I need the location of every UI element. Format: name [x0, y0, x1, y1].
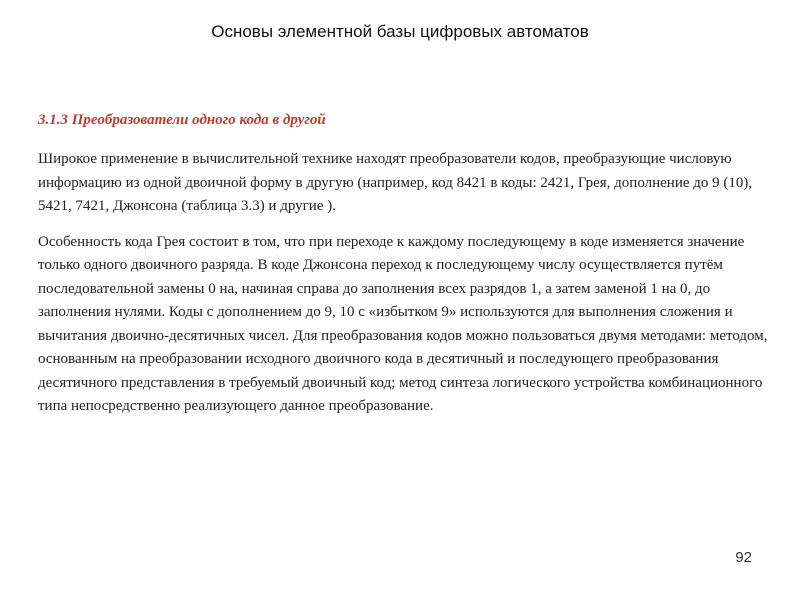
- body-text: [38, 148, 778, 431]
- page-number: 92: [735, 549, 752, 566]
- paragraph-details: Особенность кода Грея состоит в том, что при переходе к каждому последующему в коде изменяется значение только одного двоичного разряда. В коде Джонсона переход к последующему числу осуществляется путём последовательной замены 0 на, начиная справа до заполнения всех разрядов 1, а затем заменой 1 на 0, до заполнения нулями. Коды с дополнением до 9, 10 с «избытком 9» используются для выполнения сложения и вычитания двоично-десятичных чисел. Для преобразования кодов можно пользоваться двумя методами: методом, основанным на преобразовании исходного двоичного кода в десятичный и последующего преобразования десятичного представления в требуемый двоичный код; метод синтеза логического устройства комбинационного типа непосредственно реализующего данное преобразование.: [38, 233, 768, 414]
- paragraph-intro: Широкое применение в вычислительной технике находят преобразователи кодов, преобразующие числовую информацию из одной двоичной форму в другую (например, код 8421 в коды: 2421, Грея, дополнение до 9 (10), 5421, 7421, Джонсона (таблица 3.3) и другие ).: [38, 151, 753, 214]
- section-heading: 3.1.3 Преобразователи одного кода в другой: [38, 112, 326, 128]
- slide-title: Основы элементной базы цифровых автоматов: [211, 22, 589, 41]
